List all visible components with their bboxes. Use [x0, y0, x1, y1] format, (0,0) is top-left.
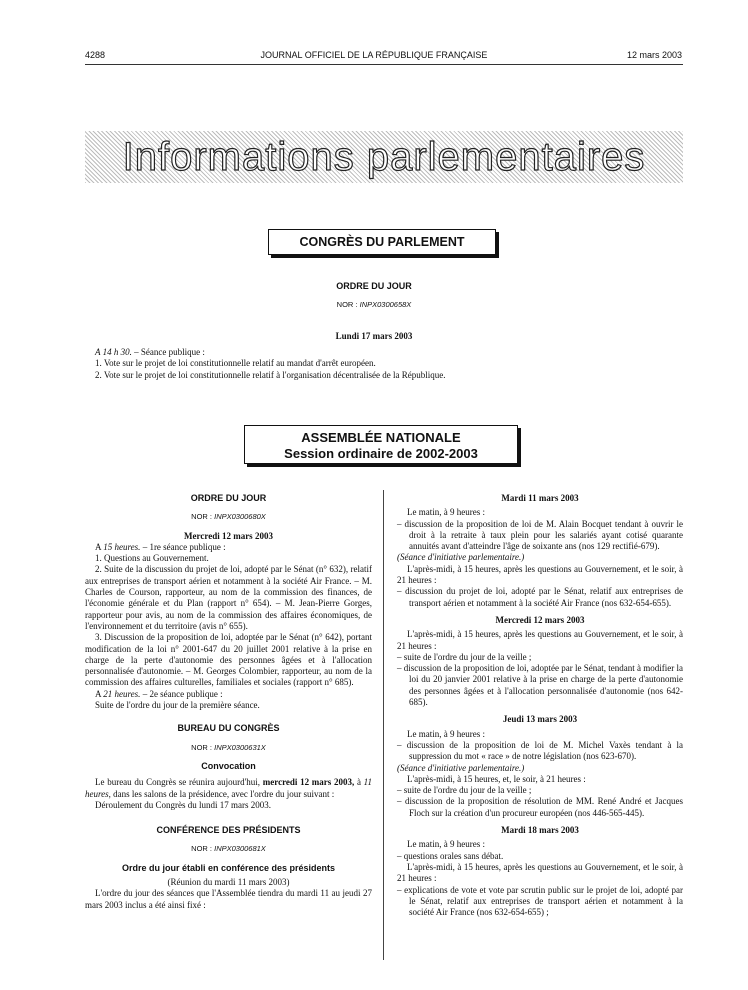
congres-item-2: 2. Vote sur le projet de loi constitutionnelle relatif à l'organisation décentralisée de la République. [95, 369, 446, 380]
section-banner [85, 131, 683, 183]
day4-item-1: – questions orales sans débat. [397, 850, 504, 861]
day4-date: Mardi 18 mars 2003 [501, 825, 579, 836]
congres-date: Lundi 17 mars 2003 [335, 331, 413, 341]
seance-label: – Séance publique : [134, 347, 205, 357]
assemblee-session: Session ordinaire de 2002-2003 [284, 446, 478, 461]
day3-item-2: – suite de l'ordre du jour de la veille ; [397, 785, 532, 796]
conference-subtitle: Ordre du jour établi en conférence des présidents [121, 862, 336, 873]
conference-heading: CONFÉRENCE DES PRÉSIDENTS [156, 825, 301, 836]
day2-item-1: – suite de l'ordre du jour de la veille ; [397, 651, 532, 662]
day1-item-2: – discussion du projet de loi, adopté par le Sénat, relatif aux entreprises de transport aérien et notamment à la société Air France (nos 632-654-655). [397, 586, 683, 608]
seance2-text: Suite de l'ordre du jour de la première séance. [95, 700, 260, 711]
header-rule [85, 64, 683, 65]
nor-label: NOR : [336, 300, 358, 309]
day1-item-1: – discussion de la proposition de loi de M. Alain Bocquet tendant à ouvrir le droit à la retraite à taux plein pour les salariés ayant cotisé quarante annuités avant d'atteindre l'âge de soixante ans (nos 129 rectifié-679). [397, 518, 683, 552]
seance2-line: A 21 heures. – 2e séance publique : [95, 688, 223, 699]
conference-text: L'ordre du jour des séances que l'Assemblée tiendra du mardi 11 au jeudi 27 mars 2003 inclus a été ainsi fixé : [85, 888, 372, 910]
ordre-heading: ORDRE DU JOUR [190, 493, 267, 503]
day2-apres-midi: L'après-midi, à 15 heures, après les questions au Gouvernement, et le soir, à 21 heures : [397, 629, 683, 651]
day3-matin: Le matin, à 9 heures : [407, 728, 485, 739]
conference-reunion: (Réunion du mardi 11 mars 2003) [167, 877, 290, 888]
mercredi-date: Mercredi 12 mars 2003 [184, 530, 273, 541]
day3-initiative: (Séance d'initiative parlementaire.) [397, 762, 525, 773]
day1-initiative: (Séance d'initiative parlementaire.) [397, 552, 525, 563]
day1-date: Mardi 11 mars 2003 [501, 493, 579, 503]
congres-heading: ORDRE DU JOUR [336, 281, 412, 291]
page-number: 4288 [85, 50, 106, 60]
seance1-line: A 15 heures. – 1re séance publique : [95, 541, 226, 552]
left-column [85, 493, 372, 911]
seance-time: A 14 h 30. [95, 347, 132, 357]
ordre-nor: NOR : INPX0300680X [191, 512, 266, 522]
day3-item-1: – discussion de la proposition de loi de M. Michel Vaxès tendant à la suppression du mot « race » de notre législation (nos 623-670). [397, 739, 683, 762]
left-item-1: 1. Questions au Gouvernement. [95, 553, 209, 564]
assemblee-title: ASSEMBLÉE NATIONALE [301, 430, 461, 445]
convocation-item: Déroulement du Congrès du lundi 17 mars 2003. [95, 799, 271, 810]
day3-item-3: – discussion de la proposition de résolution de MM. René André et Jacques Floch sur la création d'un procureur européen (nos 446-565-445). [397, 796, 683, 818]
column-divider [383, 490, 384, 960]
day1-matin: Le matin, à 9 heures : [407, 507, 485, 518]
nor-code: INPX0300658X [359, 300, 412, 309]
congres-seance [95, 347, 675, 381]
day3-date: Jeudi 13 mars 2003 [502, 714, 578, 725]
congres-nor [0, 300, 748, 309]
right-column [397, 493, 683, 918]
journal-title: JOURNAL OFFICIEL DE LA RÉPUBLIQUE FRANÇAISE [260, 50, 488, 60]
day4-apres-midi: L'après-midi, à 15 heures, après les questions au Gouvernement, et le soir, à 21 heures : [397, 861, 683, 884]
convocation-text: Le bureau du Congrès se réunira aujourd'hui, mercredi 12 mars 2003, à 11 heures, dans les salons de la présidence, avec l'ordre du jour suivant : [85, 777, 373, 799]
day1-apres-midi: L'après-midi, à 15 heures, après les questions au Gouvernement, et le soir, à 21 heures : [397, 563, 683, 586]
convocation-heading: Convocation [201, 760, 256, 771]
day4-item-2: – explications de vote et vote par scrutin public sur le projet de loi, adopté par le Sénat, relatif aux entreprises de transport aérien et notamment à la société Air France (nos 632-654-655) ; [397, 884, 683, 918]
banner-title: Informations parlementaires [122, 135, 646, 179]
day2-date: Mercredi 12 mars 2003 [495, 614, 585, 625]
day4-matin: Le matin, à 9 heures : [407, 839, 485, 850]
congres-item-1: 1. Vote sur le projet de loi constitutionnelle relatif au mandat d'arrêt européen. [95, 358, 376, 369]
day2-item-2: – discussion de la proposition de loi, adoptée par le Sénat, tendant à modifier la loi du 20 janvier 2001 relative à la prise en charge de la perte d'autonomie des personnes âgées et à l'allocation personnalisée d'autonomie (nos 642-685). [397, 663, 683, 708]
bureau-heading: BUREAU DU CONGRÈS [177, 723, 280, 734]
left-item-3: 3. Discussion de la proposition de loi, adoptée par le Sénat (n° 642), portant modification de la loi n° 2001-647 du 20 juillet 2001 relative à la prise en charge de la perte d'autonomie des personnes âgées et à l'allocation personnalisée d'autonomie. – M. Georges Colombier, rapporteur, au nom de la commission des affaires culturelles, familiales et sociales (rapport n° 685). [85, 632, 372, 688]
congres-box-title: CONGRÈS DU PARLEMENT [268, 229, 496, 255]
left-item-2: 2. Suite de la discussion du projet de loi, adopté par le Sénat (n° 632), relatif aux entreprises de transport aérien et notamment à la société Air France. – M. Charles de Courson, rapporteur, au nom de la commission des finances, de l'économie générale et du Plan (rapport n° 654). – M. Jean-Pierre Gorges, rapporteur pour avis, au nom de la commission des affaires économiques, de l'environnement et du territoire (avis n° 655). [85, 564, 372, 631]
bureau-nor: NOR : INPX0300631X [191, 742, 266, 752]
conference-nor: NOR : INPX0300681X [191, 844, 266, 854]
day3-apres-midi: L'après-midi, à 15 heures, et, le soir, à 21 heures : [407, 773, 586, 784]
assemblee-box [244, 425, 518, 464]
header-date: 12 mars 2003 [626, 50, 682, 60]
